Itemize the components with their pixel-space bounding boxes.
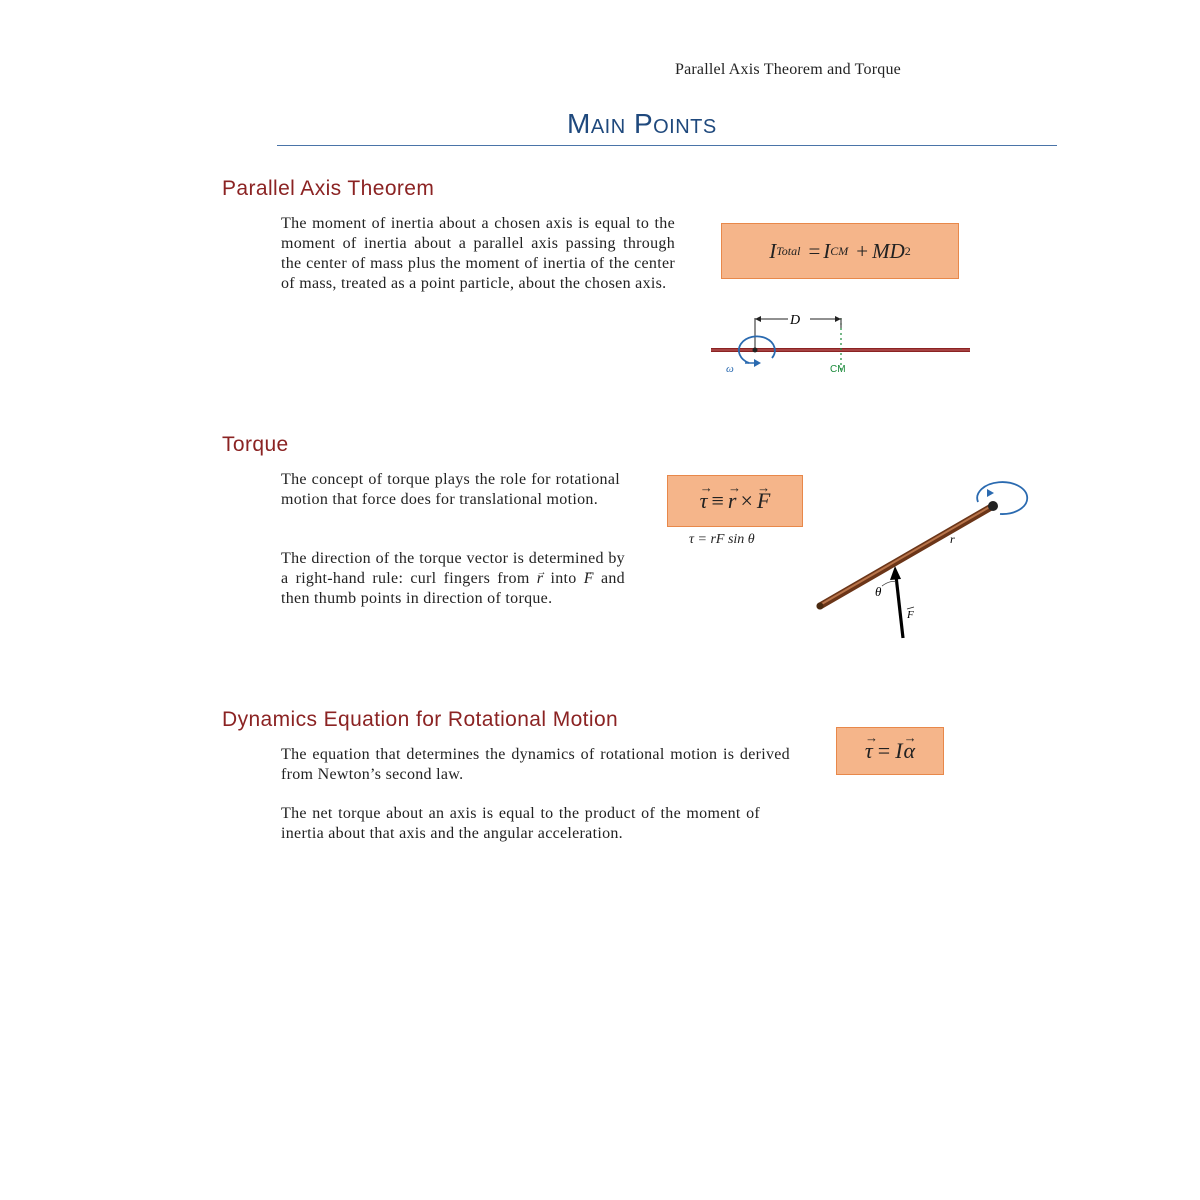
F-label: F	[907, 609, 914, 621]
net-torque-description: The net torque about an axis is equal to the product of the moment of inertia about that axis and the angular acceleration.	[281, 805, 760, 842]
eq-lhs-sub: Total	[776, 243, 801, 258]
distance-label: D	[790, 313, 801, 328]
dynamics-tau: → τ	[865, 738, 873, 764]
r-label: r	[950, 532, 955, 546]
parallel-axis-figure	[700, 300, 980, 380]
running-header: Parallel Axis Theorem and Torque	[675, 61, 901, 78]
dynamics-description: The equation that determines the dynamics of rotational motion is derived from Newton’s second law.	[281, 746, 790, 783]
inline-F-vector: → F	[584, 569, 594, 589]
rotation-arrow-icon	[754, 359, 761, 367]
dynamics-alpha: → α	[904, 738, 916, 764]
eq-term2-sup: 2	[904, 243, 911, 258]
section-heading-parallel-axis: Parallel Axis Theorem	[222, 177, 435, 200]
torque-tau: → τ	[700, 488, 708, 514]
torque-direction-text-3: and then thumb points in direction of torque.	[281, 570, 625, 607]
torque-scalar-equation: τ = rF sin θ	[689, 532, 755, 547]
dynamics-I: I	[895, 738, 903, 763]
dynamics-equation	[836, 727, 944, 775]
eq-equals: =	[808, 238, 821, 263]
torque-equation	[667, 475, 803, 527]
distance-arrow-right-icon	[835, 316, 841, 322]
eq-term1: I	[823, 238, 831, 263]
torque-direction-text-2: into	[550, 570, 577, 587]
dynamics-equals: =	[877, 738, 891, 763]
eq-lhs: I	[769, 238, 777, 263]
title-divider	[277, 145, 1057, 146]
eq-plus: +	[856, 238, 869, 263]
lever-pivot	[988, 501, 998, 511]
distance-arrow-left-icon	[755, 316, 761, 322]
parallel-axis-description: The moment of inertia about a chosen axis is equal to the moment of inertia about a parallel axis passing through the center of mass plus the moment of inertia of the center of mass, treated as a point particle, about the chosen axis.	[281, 215, 675, 292]
section-heading-torque: Torque	[222, 433, 289, 456]
lever-end	[817, 603, 824, 610]
angle-arc	[882, 582, 896, 587]
torque-F: → F	[757, 488, 770, 514]
lever-rod-highlight	[820, 505, 993, 605]
torque-equiv: ≡	[711, 488, 724, 513]
torque-r: → r	[728, 488, 737, 514]
torque-direction-description	[281, 549, 625, 609]
section-heading-dynamics: Dynamics Equation for Rotational Motion	[222, 708, 619, 731]
page-title: Main Points	[567, 108, 717, 139]
theta-label: θ	[875, 584, 882, 599]
eq-term2: MD	[872, 238, 905, 263]
eq-term1-sub: CM	[830, 243, 849, 258]
cm-label: CM	[830, 364, 846, 375]
torque-direction-text-1: The direction of the torque vector is determined by a right-hand rule: curl fingers from	[281, 550, 625, 587]
pivot-point	[753, 348, 758, 353]
parallel-axis-equation	[721, 223, 959, 279]
force-arrow-shaft	[896, 576, 903, 638]
omega-label: ω	[726, 363, 734, 375]
rotation-arrow-torque-icon	[987, 489, 994, 497]
torque-description: The concept of torque plays the role for rotational motion that force does for translational motion.	[281, 471, 620, 508]
torque-figure	[810, 480, 1030, 645]
torque-cross: ×	[740, 488, 753, 513]
inline-r-vector: → r	[537, 569, 544, 589]
